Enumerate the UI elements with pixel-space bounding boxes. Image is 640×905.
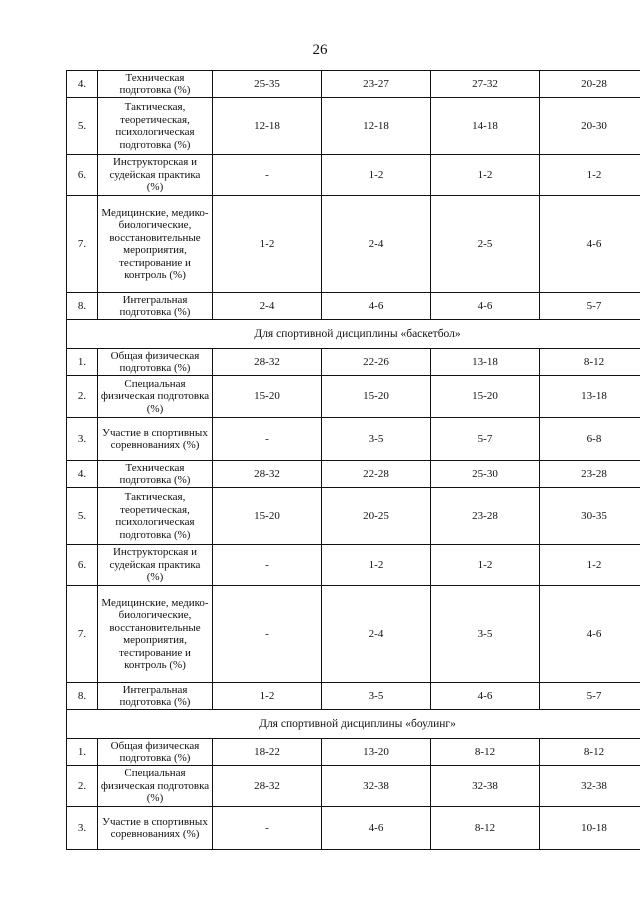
row-number: 3. xyxy=(67,418,98,461)
value-cell: 1-2 xyxy=(213,196,322,293)
value-cell: 1-2 xyxy=(540,155,640,196)
value-cell: 23-27 xyxy=(322,71,431,98)
table-row xyxy=(67,766,640,807)
row-number: 2. xyxy=(67,766,98,807)
table-row xyxy=(67,376,640,418)
value-cell: 4-6 xyxy=(431,683,540,710)
table-row xyxy=(67,98,640,155)
value-cell: 15-20 xyxy=(431,376,540,418)
value-cell: 14-18 xyxy=(431,98,540,155)
row-number: 7. xyxy=(67,196,98,293)
row-label: Тактическая, теоретическая, психологическая подготовка (%) xyxy=(98,98,213,155)
row-number: 1. xyxy=(67,349,98,376)
value-cell: 32-38 xyxy=(322,766,431,807)
row-label: Тактическая, теоретическая, психологическая подготовка (%) xyxy=(98,488,213,545)
value-cell: 1-2 xyxy=(322,155,431,196)
value-cell: 15-20 xyxy=(322,376,431,418)
row-number: 2. xyxy=(67,376,98,418)
value-cell: - xyxy=(213,155,322,196)
row-label: Инструкторская и судейская практика (%) xyxy=(98,545,213,586)
value-cell: 10-18 xyxy=(540,807,640,850)
training-norms-table xyxy=(66,70,640,850)
value-cell: 8-12 xyxy=(540,349,640,376)
value-cell: - xyxy=(213,807,322,850)
value-cell: 1-2 xyxy=(540,545,640,586)
row-number: 7. xyxy=(67,586,98,683)
table-row xyxy=(67,807,640,850)
row-label: Медицинские, медико-биологические, восстановительные мероприятия, тестирование и контроль (%) xyxy=(98,586,213,683)
value-cell: 15-20 xyxy=(213,488,322,545)
value-cell: 22-26 xyxy=(322,349,431,376)
value-cell: - xyxy=(213,418,322,461)
row-label: Специальная физическая подготовка (%) xyxy=(98,376,213,418)
table-row xyxy=(67,71,640,98)
section-heading: Для спортивной дисциплины «боулинг» xyxy=(67,710,640,739)
table-row xyxy=(67,488,640,545)
table-row xyxy=(67,545,640,586)
value-cell: 20-25 xyxy=(322,488,431,545)
value-cell: 4-6 xyxy=(322,807,431,850)
table-row xyxy=(67,683,640,710)
row-label: Общая физическая подготовка (%) xyxy=(98,349,213,376)
value-cell: 5-7 xyxy=(431,418,540,461)
row-label: Техническая подготовка (%) xyxy=(98,461,213,488)
value-cell: 32-38 xyxy=(540,766,640,807)
value-cell: 13-20 xyxy=(322,739,431,766)
row-label: Интегральная подготовка (%) xyxy=(98,293,213,320)
row-number: 6. xyxy=(67,155,98,196)
value-cell: 8-12 xyxy=(431,739,540,766)
row-number: 5. xyxy=(67,98,98,155)
value-cell: 2-4 xyxy=(322,586,431,683)
value-cell: 28-32 xyxy=(213,766,322,807)
value-cell: 4-6 xyxy=(431,293,540,320)
value-cell: 20-30 xyxy=(540,98,640,155)
value-cell: 22-28 xyxy=(322,461,431,488)
value-cell: 23-28 xyxy=(431,488,540,545)
value-cell: 20-28 xyxy=(540,71,640,98)
value-cell: 1-2 xyxy=(431,155,540,196)
value-cell: 8-12 xyxy=(431,807,540,850)
page-number: 26 xyxy=(312,42,328,58)
value-cell: 30-35 xyxy=(540,488,640,545)
value-cell: 5-7 xyxy=(540,293,640,320)
value-cell: 2-4 xyxy=(213,293,322,320)
value-cell: 1-2 xyxy=(213,683,322,710)
value-cell: 3-5 xyxy=(322,683,431,710)
row-number: 1. xyxy=(67,739,98,766)
value-cell: 1-2 xyxy=(322,545,431,586)
value-cell: 23-28 xyxy=(540,461,640,488)
table-row xyxy=(67,739,640,766)
section-row xyxy=(67,320,640,349)
value-cell: 28-32 xyxy=(213,461,322,488)
value-cell: 8-12 xyxy=(540,739,640,766)
row-label: Специальная физическая подготовка (%) xyxy=(98,766,213,807)
row-label: Интегральная подготовка (%) xyxy=(98,683,213,710)
value-cell: 12-18 xyxy=(322,98,431,155)
value-cell: 13-18 xyxy=(540,376,640,418)
row-label: Техническая подготовка (%) xyxy=(98,71,213,98)
row-number: 4. xyxy=(67,71,98,98)
row-number: 8. xyxy=(67,683,98,710)
value-cell: 2-4 xyxy=(322,196,431,293)
row-label: Участие в спортивных соревнованиях (%) xyxy=(98,418,213,461)
table-row xyxy=(67,196,640,293)
table-row xyxy=(67,418,640,461)
row-label: Общая физическая подготовка (%) xyxy=(98,739,213,766)
value-cell: 25-35 xyxy=(213,71,322,98)
table-row xyxy=(67,293,640,320)
value-cell: 28-32 xyxy=(213,349,322,376)
value-cell: 6-8 xyxy=(540,418,640,461)
table-row xyxy=(67,461,640,488)
value-cell: 12-18 xyxy=(213,98,322,155)
table-row xyxy=(67,155,640,196)
value-cell: 15-20 xyxy=(213,376,322,418)
value-cell: 25-30 xyxy=(431,461,540,488)
value-cell: 1-2 xyxy=(431,545,540,586)
value-cell: 32-38 xyxy=(431,766,540,807)
value-cell: 4-6 xyxy=(540,196,640,293)
value-cell: 4-6 xyxy=(322,293,431,320)
row-label: Медицинские, медико-биологические, восстановительные мероприятия, тестирование и контроль (%) xyxy=(98,196,213,293)
value-cell: 2-5 xyxy=(431,196,540,293)
value-cell: 5-7 xyxy=(540,683,640,710)
row-number: 8. xyxy=(67,293,98,320)
value-cell: 27-32 xyxy=(431,71,540,98)
value-cell: 18-22 xyxy=(213,739,322,766)
row-label: Инструкторская и судейская практика (%) xyxy=(98,155,213,196)
row-number: 3. xyxy=(67,807,98,850)
value-cell: 13-18 xyxy=(431,349,540,376)
value-cell: 3-5 xyxy=(431,586,540,683)
value-cell: - xyxy=(213,545,322,586)
section-row xyxy=(67,710,640,739)
row-number: 4. xyxy=(67,461,98,488)
section-heading: Для спортивной дисциплины «баскетбол» xyxy=(67,320,640,349)
table-row xyxy=(67,349,640,376)
row-number: 5. xyxy=(67,488,98,545)
value-cell: 4-6 xyxy=(540,586,640,683)
value-cell: 3-5 xyxy=(322,418,431,461)
row-number: 6. xyxy=(67,545,98,586)
row-label: Участие в спортивных соревнованиях (%) xyxy=(98,807,213,850)
value-cell: - xyxy=(213,586,322,683)
table-row xyxy=(67,586,640,683)
